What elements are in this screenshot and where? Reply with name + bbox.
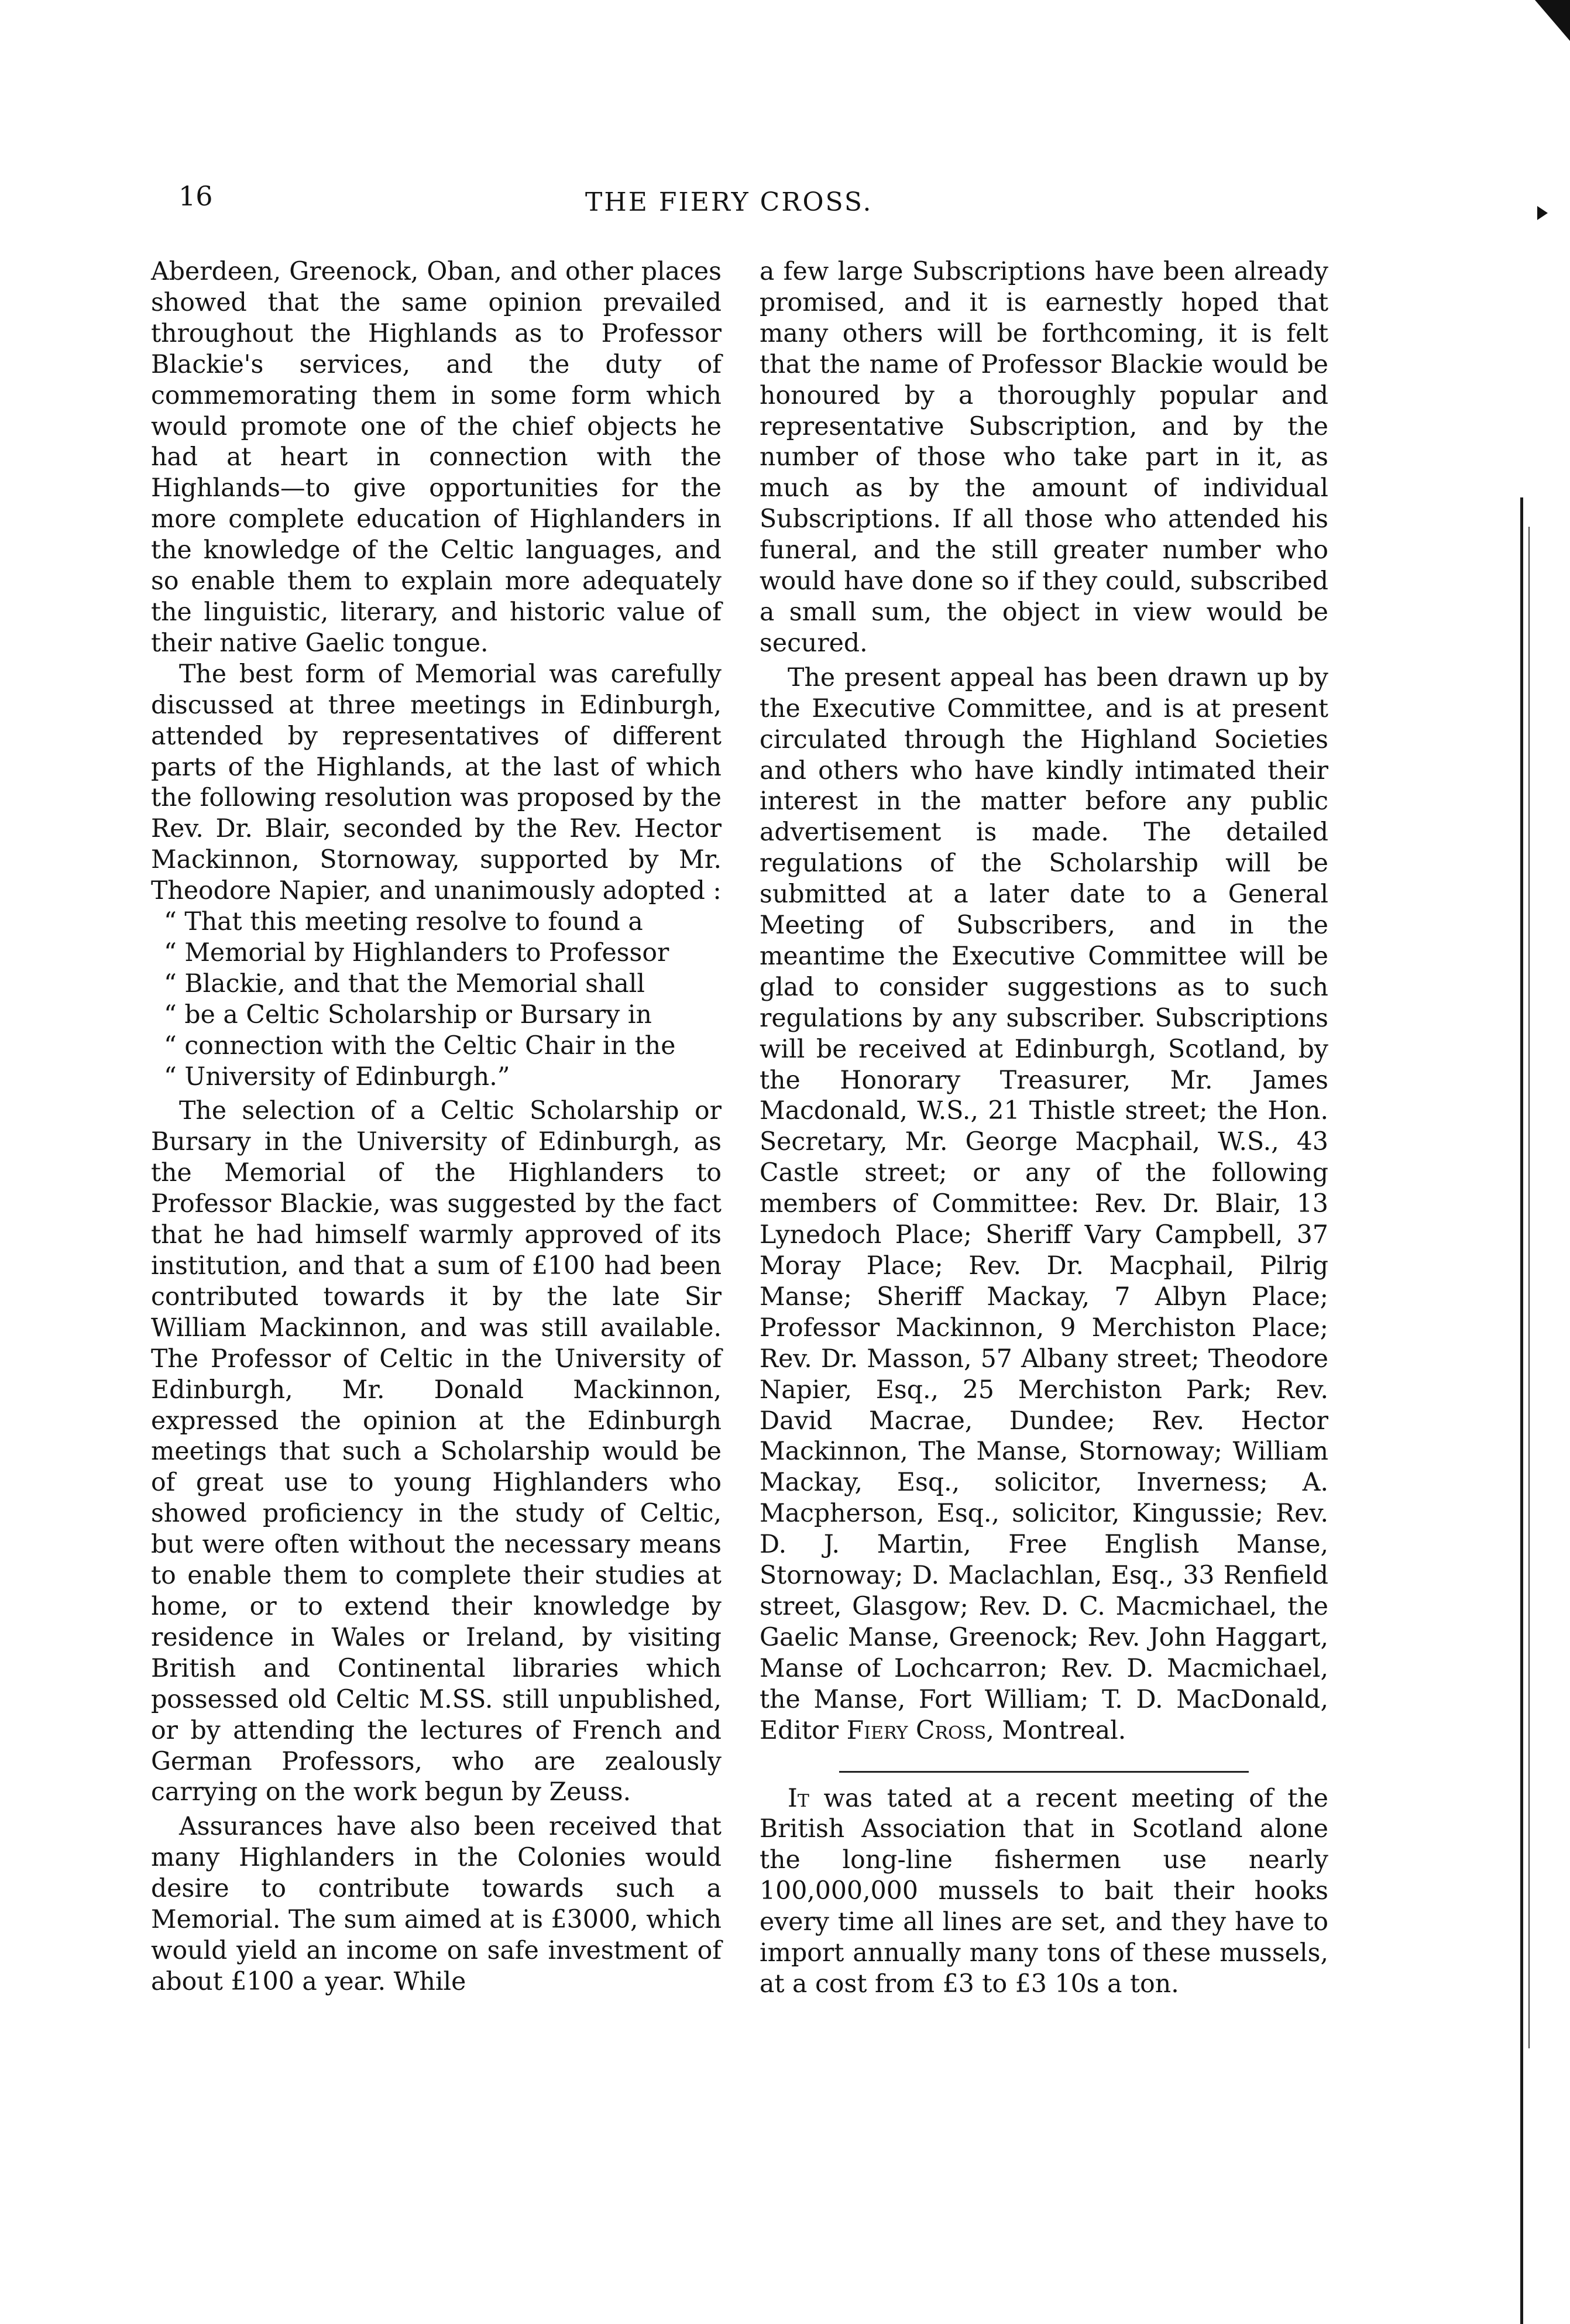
right-paragraph-1: a few large Subscriptions have been already promised, and it is earnestly hoped that many others will be forthcoming, it is felt that the name of Professor Blackie would be honoured by a thoroughly popular and representative Subscription, and by the number of those who take part in it, as much as by the amount of individual Subscriptions. If all those who attended his funeral, and the still greater number who would have done so if they could, subscribed a small sum, the object in view would be secured.: [760, 257, 1328, 658]
right-paragraph-2-text: The present appeal has been drawn up by the Executive Committee, and is at present circulated through the Highland Societies and others who have kindly intimated their interest in the matter before any public advertisement is made. The detailed regulations of the Scholarship will be submitted at a later date to a General Meeting of Subscribers, and in the meantime the Executive Committee will be glad to consider suggestions as to such regulations by any subscriber. Subscriptions will be received at Edinburgh, Scotland, by the Honorary Treasurer, Mr. James Macdonald, W.S., 21 Thistle street; the Hon. Secretary, Mr. George Macphail, W.S., 43 Castle street; or any of the following members of Committee: Rev. Dr. Blair, 13 Lynedoch Place; Sheriff Vary Campbell, 37 Moray Place; Rev. Dr. Macphail, Pilrig Manse; Sheriff Mackay, 7 Albyn Place; Professor Mackinnon, 9 Merchiston Place; Rev. Dr. Masson, 57 Albany street; Theodore Napier, Esq., 25 Merchiston Park; Rev. David Macrae, Dundee; Rev. Hector Mackinnon, The Manse, Stornoway; William Mackay, Esq., solicitor, Inverness; A. Macpherson, Esq., solicitor, Kingussie; Rev. D. J. Martin, Free English Manse, Stornoway; D. Maclachlan, Esq., 33 Renfield street, Glasgow; Rev. D. C. Macmichael, the Gaelic Manse, Greenock; Rev. John Haggart, Manse of Lochcarron; Rev. D. Macmichael, the Manse, Fort William; T. D. MacDonald, Editor: [760, 662, 1328, 1745]
quote-line: “ Memorial by Highlanders to Professor: [164, 938, 669, 967]
quote-line: “ University of Edinburgh.”: [164, 1062, 510, 1091]
quote-line: “ That this meeting resolve to found a: [164, 907, 643, 937]
scan-corner-mark: [1535, 0, 1570, 41]
left-paragraph-3: The selection of a Celtic Scholarship or Bursary in the University of Edinburgh, as the Memorial of the Highlanders to Professor Blackie, was suggested by the fact that he had himself warmly approved of its institution, and that a sum of £100 had been contributed towards it by the late Sir William Mackinnon, and was still available. The Professor of Celtic in the University of Edinburgh, Mr. Donald Mackinnon, expressed the opinion at the Edinburgh meetings that such a Scholarship would be of great use to young Highlanders who showed proficiency in the study of Celtic, but were often without the necessary means to enable them to complete their studies at home, or to extend their knowledge by residence in Wales or Ireland, by visiting British and Continental libraries which possessed old Celtic M.SS. still unpublished, or by attending the lectures of French and German Professors, who are zealously carrying on the work begun by Zeuss.: [151, 1096, 722, 1807]
left-paragraph-1: Aberdeen, Greenock, Oban, and other places showed that the same opinion prevailed throughout the Highlands as to Professor Blackie's services, and the duty of commemorating them in some form which would promote one of the chief objects he had at heart in connection with the Highlands—to give opportunities for the more complete education of Highlanders in the knowledge of the Celtic languages, and so enable them to explain more adequately the linguistic, literary, and historic value of their native Gaelic tongue.: [151, 257, 722, 658]
masthead-name: Fiery Cross: [846, 1715, 987, 1745]
left-paragraph-2: The best form of Memorial was carefully discussed at three meetings in Edinburgh, attended by representatives of different parts of the Highlands, at the last of which the following resolution was proposed by the Rev. Dr. Blair, seconded by the Rev. Hector Mackinnon, Stornoway, supported by Mr. Theodore Napier, and unanimously adopted :: [151, 659, 722, 906]
left-paragraph-4: Assurances have also been received that many Highlanders in the Colonies would desire to contribute towards such a Memorial. The sum aimed at is £3000, which would yield an income on safe investment of about £100 a year. While: [151, 1812, 722, 1996]
mussels-note-text: was tated at a recent meeting of the British Association that in Scotland alone the long-line fishermen use nearly 100,000,000 mussels to bait their hooks every time all lines are set, and they have to import annually many tons of these mussels, at a cost from £3 to £3 10s a ton.: [760, 1783, 1328, 1999]
page-number: 16: [178, 180, 213, 212]
quote-line: “ Blackie, and that the Memorial shall: [164, 969, 645, 998]
quote-line: “ connection with the Celtic Chair in the: [164, 1031, 676, 1060]
mussels-note: [760, 1783, 1328, 2000]
resolution-quote: [151, 907, 722, 1092]
left-column: [151, 256, 722, 1997]
scan-edge-arrow-icon: [1537, 206, 1548, 220]
quote-line: “ be a Celtic Scholarship or Bursary in: [164, 1000, 652, 1029]
right-paragraph-2: [760, 662, 1328, 1746]
right-paragraph-2-end: , Montreal.: [986, 1715, 1126, 1745]
mussels-note-lead: It: [788, 1783, 809, 1813]
binding-edge-line: [1520, 497, 1523, 2324]
right-column: [760, 256, 1328, 2000]
section-divider: [839, 1771, 1249, 1773]
running-title: THE FIERY CROSS.: [585, 187, 873, 217]
binding-edge-line-thin: [1528, 527, 1530, 2048]
